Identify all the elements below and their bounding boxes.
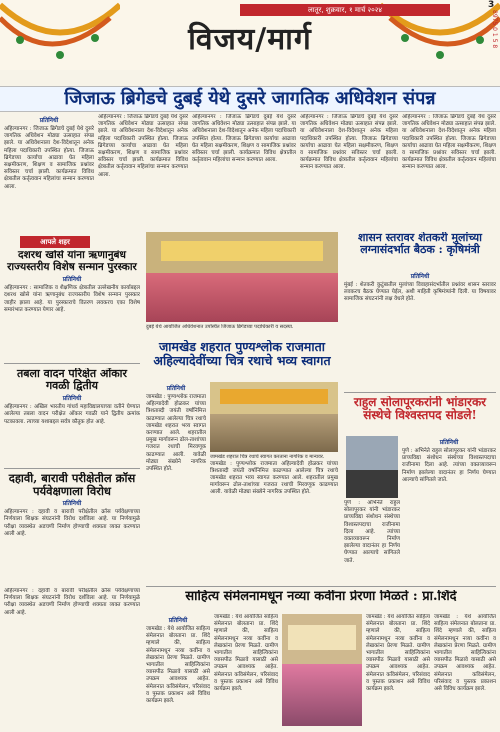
jamkhed-story-heading [146,340,338,380]
award-story-title: दशरथ खोसे यांना ऋणानुबंध राज्यस्तरीय विशेष सन्मान पुरस्कार [7,250,137,273]
literature-story-byline: प्रतिनिधी [168,617,188,624]
top-story-text-continued-4: अहिल्यानगर : जिजाऊ ब्रिगेडचे दुबई येथे दुसरे जागतिक अधिवेशन मोठ्या उत्साहात संपन्न झाले. या अधिवेशनाला देश-विदेशातून अनेक महिला पदाधिकारी उपस्थित होत्या. जिजाऊ ब्रिगेडच्या कार्याचा आढावा घेत महिला सक्षमीकरण, शिक्षण व सामाजिक प्रश्नांवर सविस्तर चर्चा झाली. कार्यक्रमात विविध क्षेत्रातील कर्तृत्ववान महिलांचा सन्मान करण्यात आला. [402,114,496,171]
rahul-story-title: राहुल सोलापूरकरांनी भांडारकर संस्थेचे विश्वस्तपद सोडले! [353,396,487,423]
side-number: 8975 0 1 5 8 [491,10,498,49]
farmer-story-byline: प्रतिनिधी [410,273,430,280]
rahul-story-text: पुणे : अभिनेते राहुल सोलापूरकर यांनी भांडारकर प्राच्यविद्या संशोधन संस्थेच्या विश्वस्तपदाचा राजीनामा दिला आहे. त्यांच्या वक्तव्यावरून निर्माण झालेल्या वादानंतर हा निर्णय घेण्यात आल्याचे सांगितले जाते. [402,448,496,483]
exam-story-byline: प्रतिनिधी [62,500,82,508]
top-story-col-1 [4,114,94,224]
top-story-text-continued: अहिल्यानगर : जिजाऊ ब्रिगेडचे दुबई येथे दुसरे जागतिक अधिवेशन मोठ्या उत्साहात संपन्न झाले. या अधिवेशनाला देश-विदेशातून अनेक महिला पदाधिकारी उपस्थित होत्या. जिजाऊ ब्रिगेडच्या कार्याचा आढावा घेत महिला सक्षमीकरण, शिक्षण व सामाजिक प्रश्नांवर सविस्तर चर्चा झाली. कार्यक्रमात विविध क्षेत्रातील कर्तृत्ववान महिलांचा सन्मान करण्यात आला. [98,114,188,178]
literature-story-title: साहित्य संमेलनामधून नव्या कवींना प्रेरणा मिळते : प्रा.शिंदे [185,590,457,604]
bottom-divider [146,586,496,587]
tabla-story-title: तबला वादन परिक्षेत ओंकार गवळी द्वितीय [16,368,128,393]
jamkhed-story-text: जामखेड : पुण्यश्लोक राजमाता अहिल्यादेवी होळकर यांच्या त्रिशताब्दी जयंती वर्षानिमित्त काढण्यात आलेल्या चित्र रथाचे जामखेड शहरात भव्य स्वागत करण्यात आले. शहरातील प्रमुख मार्गावरून ढोल-ताशांच्या गजरात रथाची मिरवणूक काढण्यात आली. यावेळी मोठ्या संख्येने नागरिक उपस्थित होते. [146,394,206,473]
award-story [4,250,140,360]
literature-story-heading [146,590,496,610]
award-story-byline: प्रतिनिधी [62,276,82,284]
literature-attendees [282,664,362,726]
top-story-text-continued-2: अहिल्यानगर : जिजाऊ ब्रिगेडचे दुबई येथे दुसरे जागतिक अधिवेशन मोठ्या उत्साहात संपन्न झाले. या अधिवेशनाला देश-विदेशातून अनेक महिला पदाधिकारी उपस्थित होत्या. जिजाऊ ब्रिगेडच्या कार्याचा आढावा घेत महिला सक्षमीकरण, शिक्षण व सामाजिक प्रश्नांवर सविस्तर चर्चा झाली. कार्यक्रमात विविध क्षेत्रातील कर्तृत्ववान महिलांचा सन्मान करण्यात आला. [192,114,296,164]
left-divider-1 [4,363,140,364]
award-story-text: अहिल्यानगर : सामाजिक व शैक्षणिक क्षेत्रातील उल्लेखनीय कार्याबद्दल दशरथ खोसे यांना ऋणानुबंध राज्यस्तरीय विशेष सन्मान पुरस्कार जाहीर झाला आहे. या पुरस्काराचे वितरण लवकरच एका विशेष समारंभात करण्यात येणार आहे. [4,285,140,313]
literature-story-text: जामखेड : येथे आयोजित साहित्य संमेलनात बोलताना प्रा. शिंदे म्हणाले की, साहित्य संमेलनामधून नव्या कवींना व लेखकांना प्रेरणा मिळते. ग्रामीण भागातील साहित्यिकांना व्यासपीठ मिळावे यासाठी असे उपक्रम आवश्यक आहेत. संमेलनात कविसंमेलन, परिसंवाद व पुस्तक प्रकाशन असे विविध कार्यक्रम झाले. [146,626,210,705]
top-story-byline: प्रतिनिधी [39,117,59,124]
literature-stage-banner [288,625,355,650]
dateline: लातूर, शुक्रवार, १ मार्च २०२४ [240,4,450,16]
literature-story-col-1 [146,614,210,728]
exam-story-continued [4,588,140,728]
right-divider [344,392,496,393]
jamkhed-story-col-1 [146,382,206,582]
top-headline: जिजाऊ ब्रिगेडचे दुबई येथे दुसरे जागतिक अधिवेशन संपन्न [64,88,436,109]
exam-story-title: दहावी, बारावी परीक्षेतील क्रॉस पर्यवेक्षणाला विरोध [8,472,136,498]
jamkhed-story-title: जामखेड शहरात पुण्यश्लोक राजमाता अहिल्यादेवींच्या चित्र रथाचे भव्य स्वागत [153,340,331,368]
farmer-story-heading [344,232,496,268]
top-photo-caption-text: दुबई येथे आयोजित अधिवेशनात उपस्थित जिजाऊ ब्रिगेडच्या पदाधिकारी व सदस्या. [146,324,294,330]
chariot-decoration [220,389,328,404]
rahul-story-col-left [344,500,400,582]
rahul-story-body [402,436,496,582]
top-story-col-3 [192,114,296,224]
section-tag: आपले शहर [20,236,90,248]
literature-story-col-3 [366,614,430,728]
rahul-story-heading [344,396,496,432]
literature-story-text-continued-3: जामखेड : येथे आयोजित साहित्य संमेलनात बोलताना प्रा. शिंदे म्हणाले की, साहित्य संमेलनामधून नव्या कवींना व लेखकांना प्रेरणा मिळते. ग्रामीण भागातील साहित्यिकांना व्यासपीठ मिळावे यासाठी असे उपक्रम आवश्यक आहेत. संमेलनात कविसंमेलन, परिसंवाद व पुस्तक प्रकाशन असे विविध कार्यक्रम झाले. [434,614,496,693]
top-story-col-4 [300,114,398,224]
literature-story-text-continued-2: जामखेड : येथे आयोजित साहित्य संमेलनात बोलताना प्रा. शिंदे म्हणाले की, साहित्य संमेलनामधून नव्या कवींना व लेखकांना प्रेरणा मिळते. ग्रामीण भागातील साहित्यिकांना व्यासपीठ मिळावे यासाठी असे उपक्रम आवश्यक आहेत. संमेलनात कविसंमेलन, परिसंवाद व पुस्तक प्रकाशन असे विविध कार्यक्रम झाले. [366,614,430,693]
marigold-garland-left-icon [0,0,120,70]
top-story-text: अहिल्यानगर : जिजाऊ ब्रिगेडचे दुबई येथे दुसरे जागतिक अधिवेशन मोठ्या उत्साहात संपन्न झाले. या अधिवेशनाला देश-विदेशातून अनेक महिला पदाधिकारी उपस्थित होत्या. जिजाऊ ब्रिगेडच्या कार्याचा आढावा घेत महिला सक्षमीकरण, शिक्षण व सामाजिक प्रश्नांवर सविस्तर चर्चा झाली. कार्यक्रमात विविध क्षेत्रातील कर्तृत्ववान महिलांचा सन्मान करण्यात आला. [4,126,94,190]
literature-story-col-4 [434,614,496,728]
literature-story-col-2 [214,614,278,728]
top-headline-band [0,86,500,112]
page-number: 3 [488,0,495,10]
literature-event-photo [282,614,362,726]
rahul-portrait-photo [346,436,398,498]
tabla-story [4,368,140,466]
stage-banner [161,241,322,261]
tabla-story-text: अहिल्यानगर : अखिल भारतीय गांधर्व महाविद्यालयाच्या वतीने घेण्यात आलेल्या तबला वादन परीक्षेत ओंकार गवळी याने द्वितीय क्रमांक पटकावला. त्याच्या यशाबद्दल सर्वत्र कौतुक होत आहे. [4,404,140,425]
newspaper-title: विजय/मार्ग [188,22,312,57]
rahul-story-text-continued: पुणे : अभिनेते राहुल सोलापूरकर यांनी भांडारकर प्राच्यविद्या संशोधन संस्थेच्या विश्वस्तपदाचा राजीनामा दिला आहे. त्यांच्या वक्तव्यावरून निर्माण झालेल्या वादानंतर हा निर्णय घेण्यात आल्याचे सांगितले जाते. [344,500,400,564]
top-story-col-2 [98,114,188,224]
farmer-story-text: मुंबई : शेतकरी कुटुंबातील मुलांच्या विवाहासंदर्भातील प्रश्नांवर शासन स्तरावर लवकरच बैठक घेण्यात येईल, अशी माहिती कृषिमंत्र्यांनी दिली. या विषयावर सामाजिक संघटनांनी लक्ष वेधले होते. [344,282,496,303]
left-divider-2 [4,468,140,469]
attendees-group [146,273,338,323]
literature-story-text-continued: जामखेड : येथे आयोजित साहित्य संमेलनात बोलताना प्रा. शिंदे म्हणाले की, साहित्य संमेलनामधून नव्या कवींना व लेखकांना प्रेरणा मिळते. ग्रामीण भागातील साहित्यिकांना व्यासपीठ मिळावे यासाठी असे उपक्रम आवश्यक आहेत. संमेलनात कविसंमेलन, परिसंवाद व पुस्तक प्रकाशन असे विविध कार्यक्रम झाले. [214,614,278,693]
top-story-text-continued-3: अहिल्यानगर : जिजाऊ ब्रिगेडचे दुबई येथे दुसरे जागतिक अधिवेशन मोठ्या उत्साहात संपन्न झाले. या अधिवेशनाला देश-विदेशातून अनेक महिला पदाधिकारी उपस्थित होत्या. जिजाऊ ब्रिगेडच्या कार्याचा आढावा घेत महिला सक्षमीकरण, शिक्षण व सामाजिक प्रश्नांवर सविस्तर चर्चा झाली. कार्यक्रमात विविध क्षेत्रातील कर्तृत्ववान महिलांचा सन्मान करण्यात आला. [300,114,398,171]
jamkhed-caption: जामखेड शहरात चित्र रथाचे स्वागत करताना नागरिक व मान्यवर. [210,454,325,460]
jamkhed-story-col-2 [210,454,338,582]
jamkhed-story-byline: प्रतिनिधी [166,385,186,392]
rahul-story-byline: प्रतिनिधी [439,439,459,446]
chariot-photo [210,382,338,452]
top-story-col-5 [402,114,496,224]
portrait-figure [346,470,398,498]
farmer-story-body [344,270,496,390]
exam-story-text: अहिल्यानगर : दहावी व बारावी परीक्षेतील क्रॉस पर्यवेक्षणाच्या निर्णयाला शिक्षक संघटनांनी विरोध दर्शविला आहे. या निर्णयामुळे परीक्षा व्यवस्थेत अडचणी निर्माण होण्याची शक्यता व्यक्त करण्यात आली आहे. [4,509,140,537]
jamkhed-story-text-continued: जामखेड : पुण्यश्लोक राजमाता अहिल्यादेवी होळकर यांच्या त्रिशताब्दी जयंती वर्षानिमित्त काढण्यात आलेल्या चित्र रथाचे जामखेड शहरात भव्य स्वागत करण्यात आले. शहरातील प्रमुख मार्गावरून ढोल-ताशांच्या गजरात रथाची मिरवणूक काढण्यात आली. यावेळी मोठ्या संख्येने नागरिक उपस्थित होते. [210,460,338,496]
tabla-story-byline: प्रतिनिधी [62,395,82,403]
masthead [0,0,500,70]
dubai-event-photo [146,232,338,322]
exam-story-text-continued: अहिल्यानगर : दहावी व बारावी परीक्षेतील क्रॉस पर्यवेक्षणाच्या निर्णयाला शिक्षक संघटनांनी विरोध दर्शविला आहे. या निर्णयामुळे परीक्षा व्यवस्थेत अडचणी निर्माण होण्याची शक्यता व्यक्त करण्यात आली आहे. [4,588,140,616]
top-photo-caption [146,324,338,338]
chariot-crowd [210,414,338,453]
farmer-story-title: शासन स्तरावर शेतकरी मुलांच्या लग्नासंदर्भात बैठक : कृषिमंत्री [358,232,482,257]
masthead-title-block [160,20,340,60]
exam-story [4,472,140,584]
